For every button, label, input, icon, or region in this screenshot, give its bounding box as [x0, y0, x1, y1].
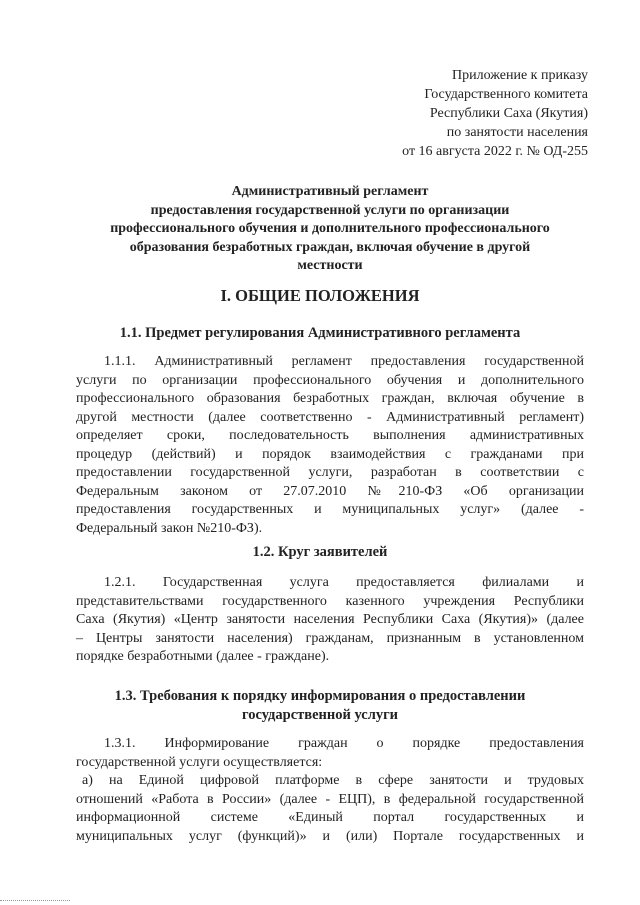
title-line: предоставления государственной услуги по организации — [150, 202, 510, 218]
text-line: 1.2.1. Государственная услуга предоставляется филиалами и — [104, 575, 584, 590]
text-line: государственной услуги осуществляется: — [76, 754, 323, 770]
appendix-line: по занятости населения — [446, 125, 588, 140]
document-title — [60, 183, 600, 276]
text-line: процедур (действий) и порядок взаимодействия с гражданами при — [76, 446, 584, 462]
text-line: Саха (Якутия) «Центр занятости населения Республики Саха (Якутия)» (далее — [76, 612, 584, 627]
text-line: другой местности (далее соответственно - Административный регламент) — [76, 409, 584, 425]
subsection-heading-1-2 — [70, 543, 570, 562]
subsection-heading-1-3 — [70, 687, 570, 724]
heading-line: 1.1. Предмет регулирования Административного регламента — [119, 325, 521, 341]
text-line: 1.3.1. Информирование граждан о порядке предоставления — [104, 736, 584, 751]
text-line: 1.1.1. Административный регламент предоставления государственной — [104, 354, 584, 369]
text-line: представительствами государственного казенного учреждения Республики — [76, 593, 584, 609]
appendix-line: от 16 августа 2022 г. № ОД-255 — [402, 144, 588, 159]
appendix-line: Республики Саха (Якутия) — [429, 106, 588, 121]
section-title: I. ОБЩИЕ ПОЛОЖЕНИЯ — [220, 286, 420, 305]
text-line: а) на Единой цифровой платформе в сфере занятости и трудовых — [82, 773, 584, 788]
heading-line: государственной услуги — [241, 706, 399, 723]
text-line: порядке безработными (далее - граждане). — [76, 649, 330, 664]
heading-line: 1.2. Круг заявителей — [252, 544, 388, 560]
subsection-heading-1-1 — [70, 324, 570, 343]
paragraph-1-2-1 — [76, 574, 584, 667]
text-line: отношений «Работа в России» (далее - ЕЦП), в федеральной государственной — [76, 791, 584, 807]
text-line: предоставлении государственной услуги, разработан в соответствии с — [76, 465, 584, 480]
text-line: профессионального образования безработных граждан, включая обучение в — [76, 391, 584, 406]
title-line: профессионального обучения и дополнительного профессионального — [110, 221, 550, 236]
text-line: – Центры занятости населения) гражданам, признанным в установленном — [76, 630, 584, 646]
title-line: Административный регламент — [231, 184, 429, 199]
heading-line: 1.3. Требования к порядку информирования о предоставлении — [114, 688, 526, 704]
text-line: предоставления государственных и муниципальных услуг» (далее - — [76, 502, 584, 517]
appendix-note — [402, 66, 588, 161]
scan-edge-dots — [0, 900, 70, 901]
paragraph-1-1-1 — [76, 353, 584, 538]
text-line: муниципальных услуг (функций)» и (или) Портале государственных и — [76, 828, 584, 844]
text-line: услуги по организации профессионального обучения и дополнительного — [76, 372, 584, 388]
paragraph-1-3-1 — [76, 735, 584, 846]
text-line: информационной системе «Единый портал государственных и — [76, 810, 584, 825]
title-line: местности — [297, 258, 363, 273]
appendix-line: Приложение к приказу — [452, 68, 588, 83]
appendix-line: Государственного комитета — [424, 87, 588, 102]
text-line: определяет сроки, последовательность выполнения административных — [76, 428, 584, 443]
title-line: образования безработных граждан, включая обучение в другой — [129, 239, 531, 255]
text-line: Федеральный закон №210-ФЗ). — [76, 520, 263, 536]
text-line: Федеральным законом от 27.07.2010 №210-ФЗ «Об организации — [76, 483, 584, 499]
